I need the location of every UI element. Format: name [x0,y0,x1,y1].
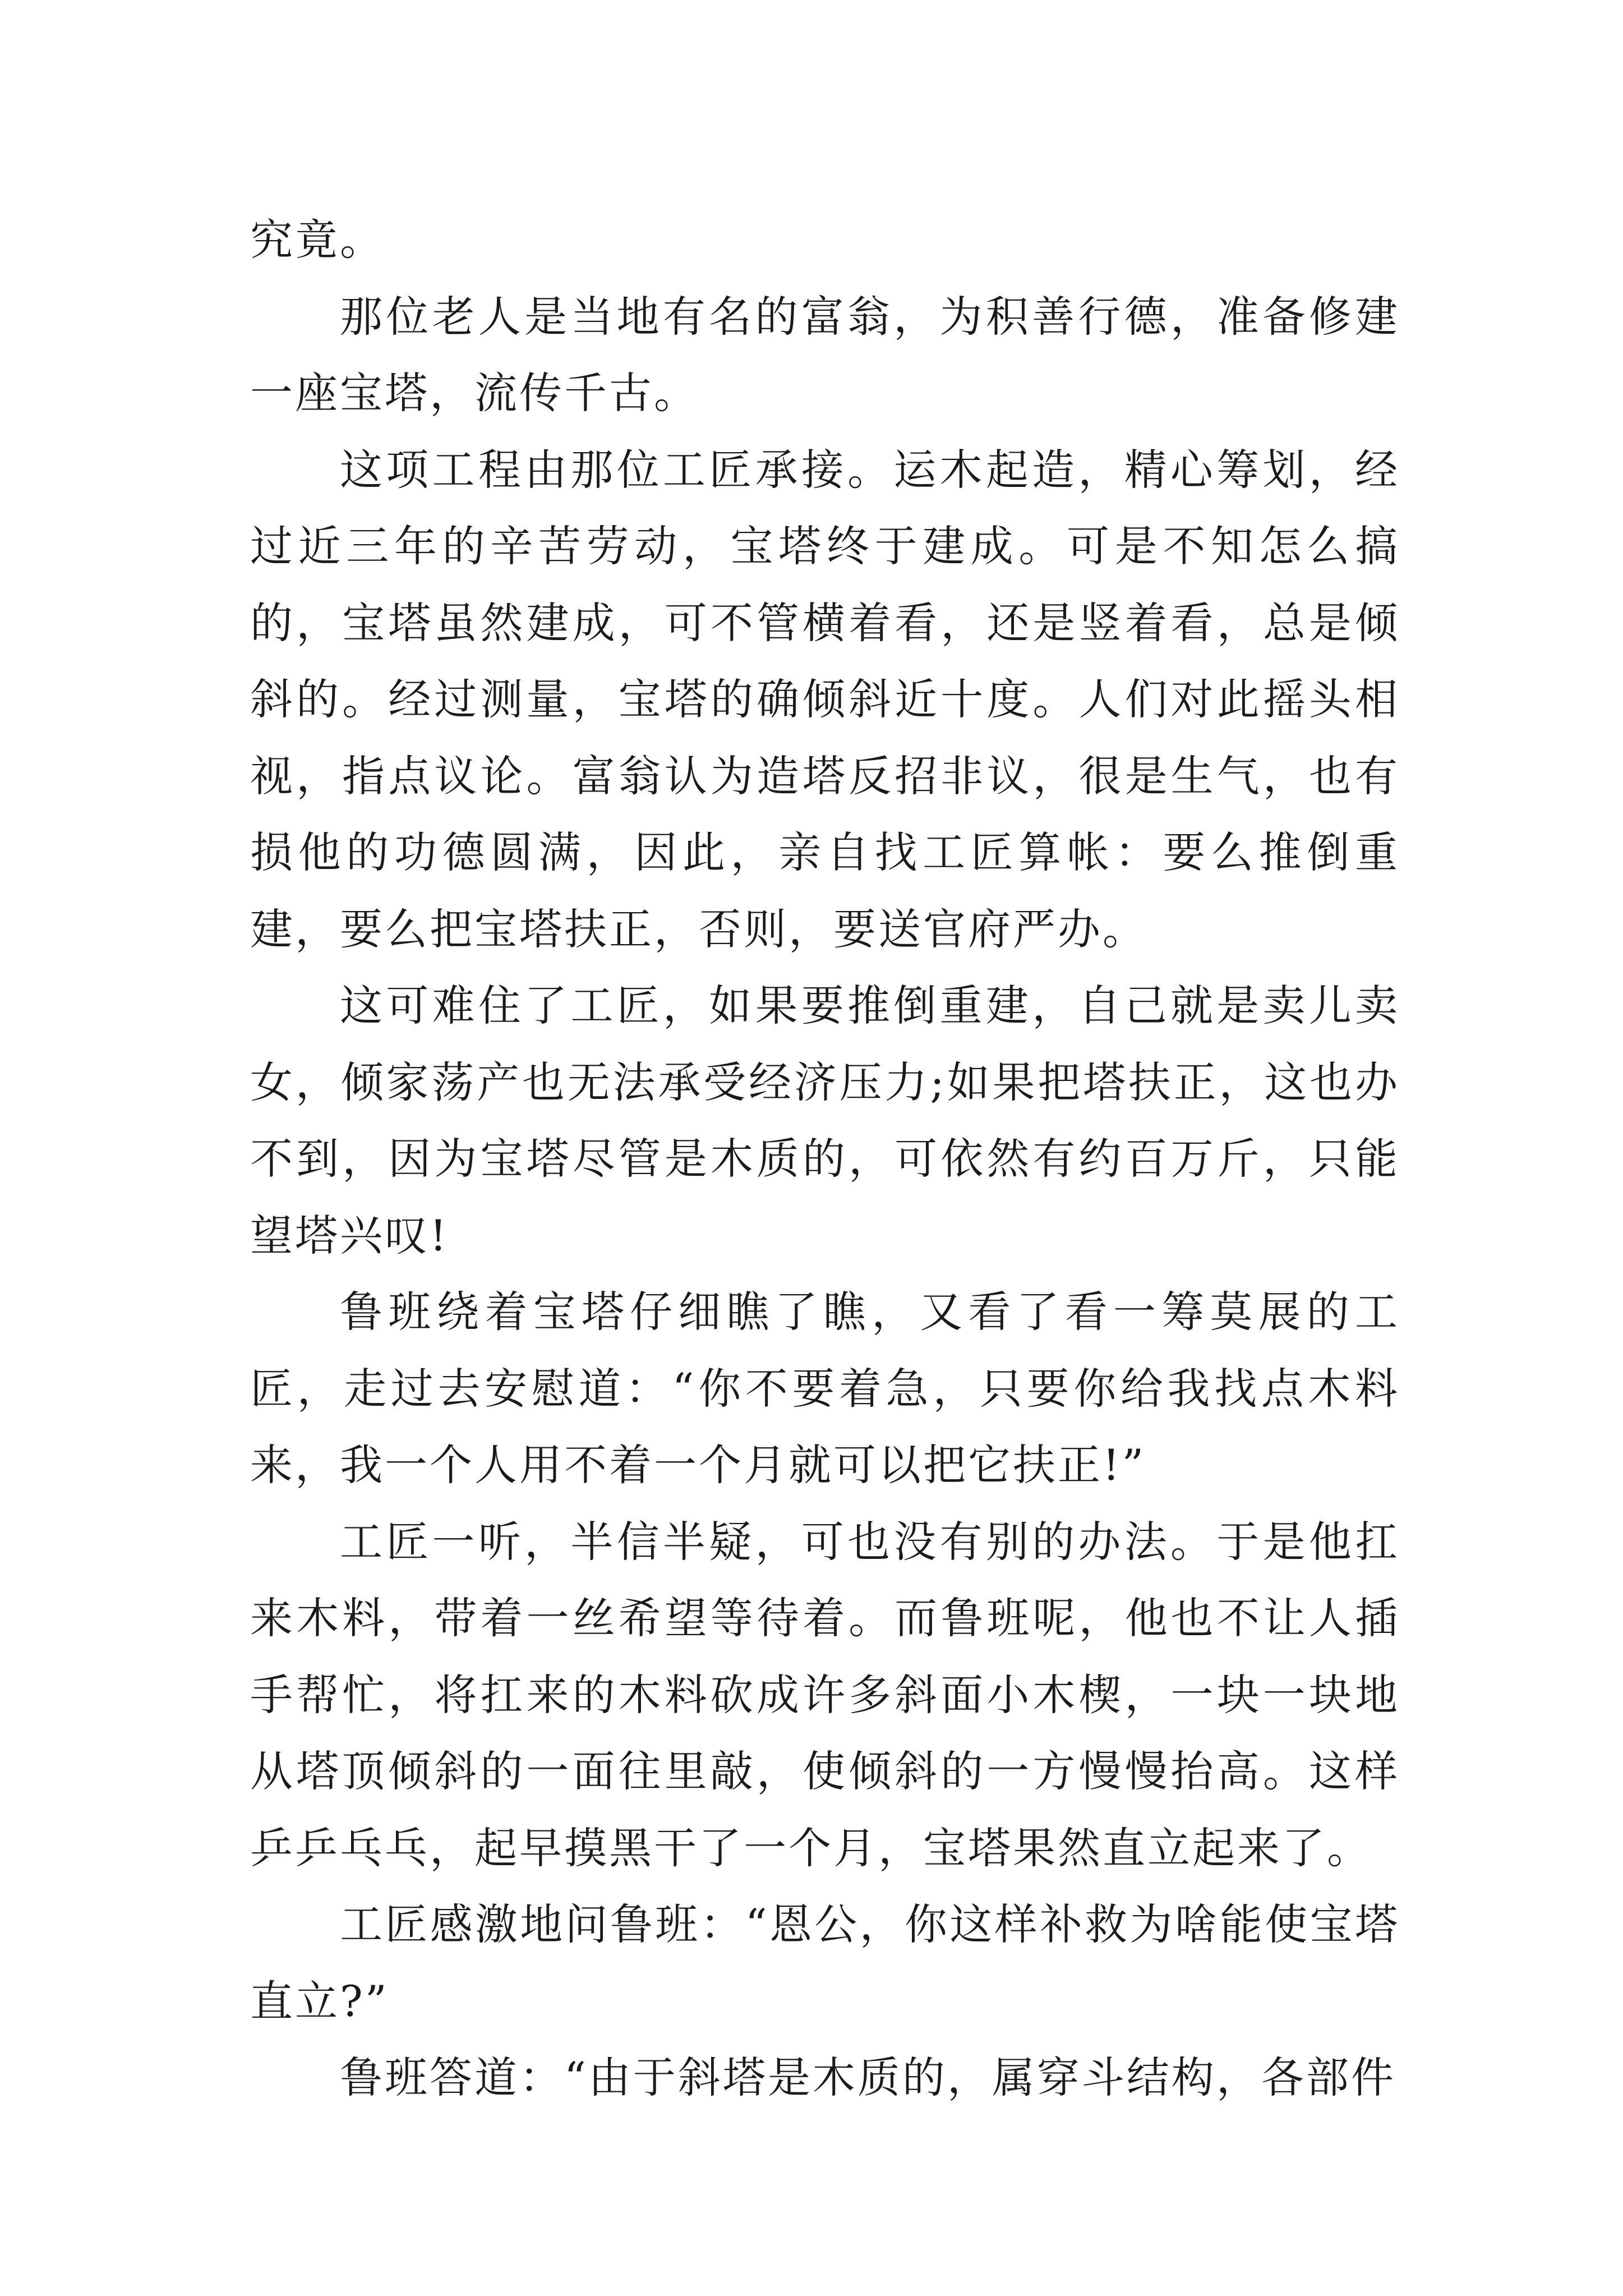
paragraph: 鲁班绕着宝塔仔细瞧了瞧，又看了看一筹莫展的工匠，走过去安慰道：“你不要着急，只要你给我找点木料来，我一个人用不着一个月就可以把它扶正!” [250,1287,1400,1490]
paragraph: 这项工程由那位工匠承接。运木起造，精心筹划，经过近三年的辛苦劳动，宝塔终于建成。可是不知怎么搞的，宝塔虽然建成，可不管横着看，还是竖着看，总是倾斜的。经过测量，宝塔的确倾斜近十度。人们对此摇头相视，指点议论。富翁认为造塔反招非议，很是生气，也有损他的功德圆满，因此，亲自找工匠算帐：要么推倒重建，要么把宝塔扶正，否则，要送官府严办。 [250,444,1400,954]
paragraph: 那位老人是当地有名的富翁，为积善行德，准备修建一座宝塔，流传千古。 [250,291,1400,418]
paragraph: 鲁班答道：“由于斜塔是木质的，属穿斗结构，各部件 [340,2053,1396,2102]
paragraph: 工匠感激地问鲁班：“恩公，你这样补救为啥能使宝塔直立?” [250,1899,1400,2026]
paragraph: 这可难住了工匠，如果要推倒重建，自己就是卖儿卖女，倾家荡产也无法承受经济压力;如果把塔扶正，这也办不到，因为宝塔尽管是木质的，可依然有约百万斤，只能望塔兴叹! [250,981,1400,1260]
paragraph: 工匠一听，半信半疑，可也没有别的办法。于是他扛来木料，带着一丝希望等待着。而鲁班呢，他也不让人插手帮忙，将扛来的木料砍成许多斜面小木楔，一块一块地从塔顶倾斜的一面往里敲，使倾斜的一方慢慢抬高。这样乒乒乓乓，起早摸黑干了一个月，宝塔果然直立起来了。 [250,1516,1400,1873]
paragraph: 究竟。 [250,215,385,265]
body-text [250,202,1400,2116]
